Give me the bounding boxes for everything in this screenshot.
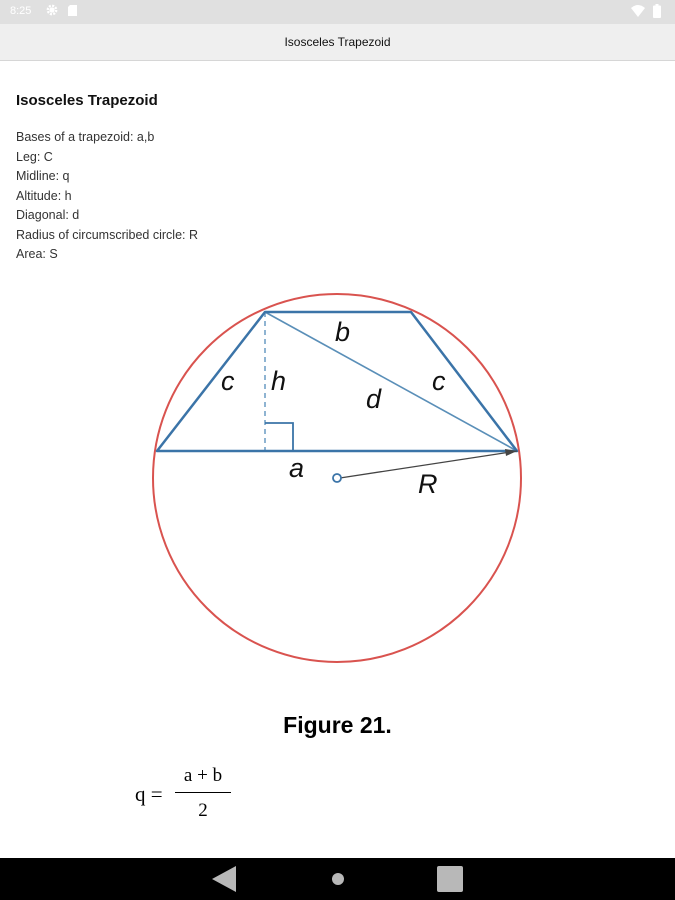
gear-icon xyxy=(46,4,58,16)
trapezoid-figure xyxy=(0,286,675,676)
label-c-left: c xyxy=(221,366,235,396)
sdcard-icon xyxy=(68,5,77,16)
circle-center xyxy=(333,474,341,482)
definition-item: Diagonal: d xyxy=(16,208,80,222)
label-c-right: c xyxy=(432,366,446,396)
label-h: h xyxy=(271,366,287,396)
status-bar xyxy=(0,0,675,24)
formula-numerator: a + b xyxy=(183,765,223,786)
diagonal-line xyxy=(265,312,517,451)
label-d: d xyxy=(366,384,382,414)
label-a: a xyxy=(289,453,305,483)
navigation-bar xyxy=(0,858,675,900)
formula-lhs: q = xyxy=(135,782,163,806)
content-area[interactable] xyxy=(0,61,675,858)
formula-denominator: 2 xyxy=(198,800,208,821)
definition-item: Radius of circumscribed circle: R xyxy=(16,227,198,242)
right-angle-mark xyxy=(265,423,293,451)
wifi-icon xyxy=(631,5,645,17)
app-bar xyxy=(0,24,675,61)
label-b: b xyxy=(335,317,351,347)
definitions-list xyxy=(16,128,198,265)
definition-item: Midline: q xyxy=(16,169,70,183)
page-heading: Isosceles Trapezoid xyxy=(16,92,158,109)
definition-item: Bases of a trapezoid: a,b xyxy=(16,130,155,144)
home-icon[interactable] xyxy=(308,858,368,900)
status-time: 8:25 xyxy=(10,5,32,17)
battery-icon xyxy=(653,4,661,18)
app-bar-title: Isosceles Trapezoid xyxy=(284,35,391,49)
definition-item: Leg: C xyxy=(16,149,53,164)
formula-fraction xyxy=(175,762,231,825)
figure-caption: Figure 21. xyxy=(283,712,392,738)
recent-apps-icon[interactable] xyxy=(420,858,480,900)
back-icon[interactable] xyxy=(196,858,256,900)
definition-item: Altitude: h xyxy=(16,188,72,203)
fraction-bar xyxy=(175,792,231,793)
definition-item: Area: S xyxy=(16,247,58,261)
label-R: R xyxy=(418,469,438,499)
